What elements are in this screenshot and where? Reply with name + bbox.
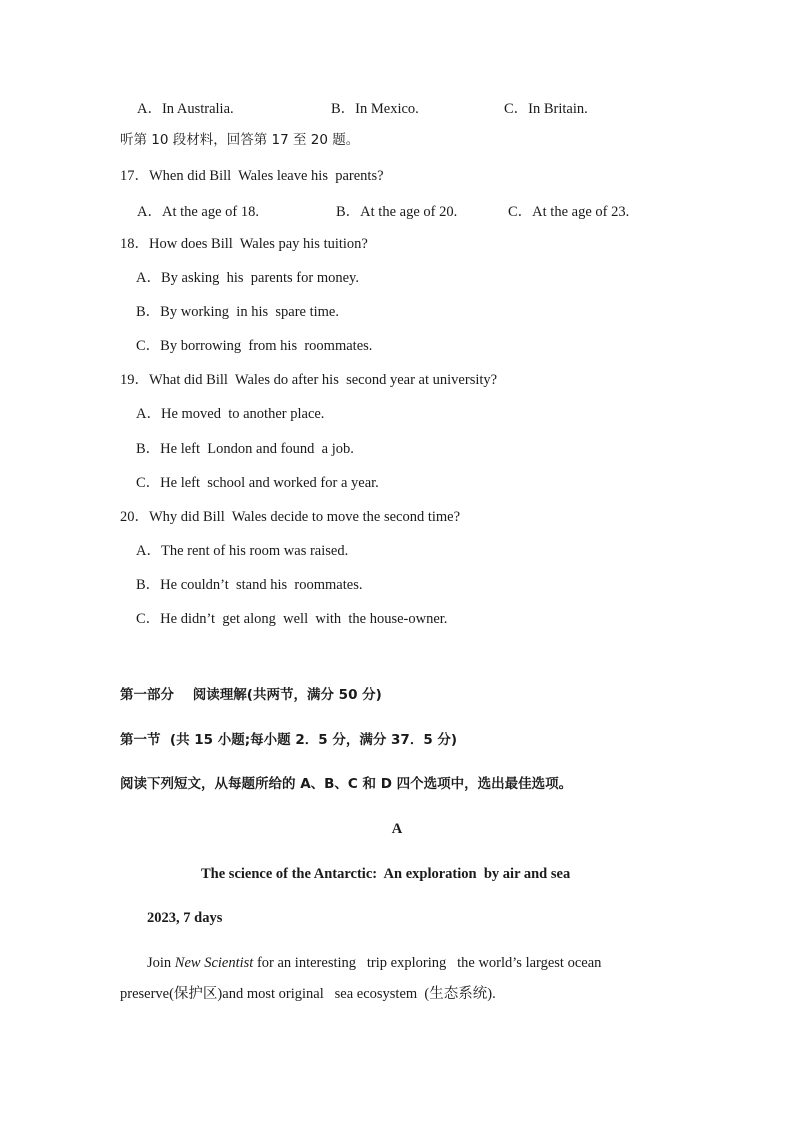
q20-option-b: B．He couldn’t stand his roommates. — [136, 577, 363, 593]
q20-stem: 20．Why did Bill Wales decide to move the second time? — [120, 509, 461, 525]
q16-option-c: C．In Britain. — [504, 101, 588, 117]
q18-stem: 18．How does Bill Wales pay his tuition? — [120, 236, 368, 252]
q20-option-c: C．He didn’t get along well with the house-owner. — [136, 611, 448, 627]
passage-line-2: preserve(保护区)and most original sea ecosystem (生态系统). — [120, 986, 496, 1002]
q16-option-a: A．In Australia. — [137, 101, 234, 117]
q18-option-c: C．By borrowing from his roommates. — [136, 338, 373, 354]
section-heading: 第一节 (共 15 小题;每小题 2．5 分，满分 37．5 分) — [120, 732, 458, 748]
q19-option-b: B．He left London and found a job. — [136, 441, 354, 457]
instruction-text: 阅读下列短文，从每题所给的 A、B、C 和 D 四个选项中，选出最佳选项。 — [120, 776, 573, 792]
q19-option-c: C．He left school and worked for a year. — [136, 475, 379, 491]
q17-option-c: C．At the age of 23. — [508, 204, 630, 220]
q18-option-b: B．By working in his spare time. — [136, 304, 339, 320]
q20-option-a: A．The rent of his room was raised. — [136, 543, 349, 559]
passage-line-1-start: Join — [147, 955, 175, 971]
passage-line-1 — [147, 953, 601, 973]
q16-option-b: B．In Mexico. — [331, 101, 419, 117]
listening-section-intro: 听第 10 段材料，回答第 17 至 20 题。 — [120, 132, 360, 148]
q17-stem: 17．When did Bill Wales leave his parents? — [120, 168, 384, 184]
q17-option-a: A．At the age of 18. — [137, 204, 260, 220]
q17-option-b: B．At the age of 20. — [336, 204, 458, 220]
passage-date: 2023, 7 days — [147, 910, 223, 926]
q18-option-a: A．By asking his parents for money. — [136, 270, 359, 286]
q19-stem: 19．What did Bill Wales do after his second year at university? — [120, 372, 498, 388]
q19-option-a: A．He moved to another place. — [136, 406, 325, 422]
passage-label: A — [391, 821, 403, 837]
publication-name: New Scientist — [174, 955, 254, 971]
passage-line-1-end: for an interesting trip exploring the world’s largest ocean — [253, 955, 602, 971]
part-heading: 第一部分 阅读理解(共两节，满分 50 分) — [120, 687, 382, 703]
passage-title: The science of the Antarctic: An exploration by air and sea — [201, 866, 571, 882]
